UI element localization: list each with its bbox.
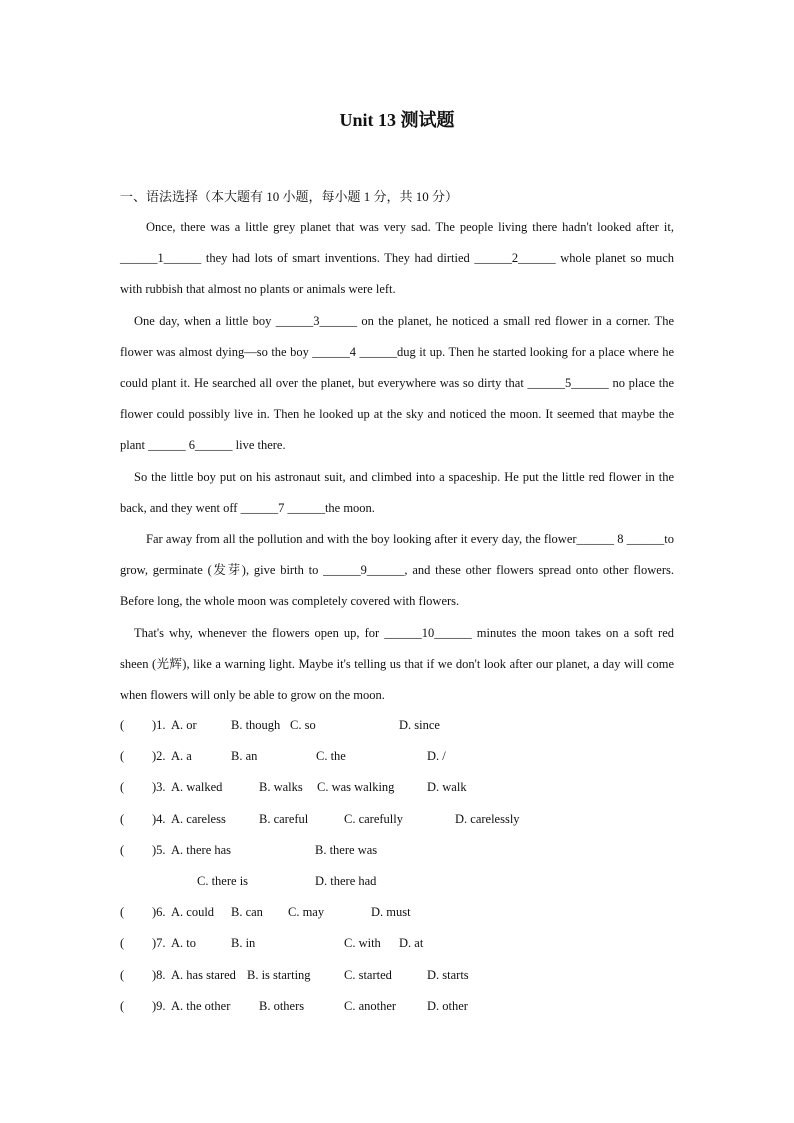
answer-blank[interactable]: ( bbox=[120, 967, 125, 982]
answer-blank[interactable]: ( bbox=[120, 936, 125, 951]
option-d: D. carelessly bbox=[455, 811, 520, 826]
question-item bbox=[120, 741, 680, 772]
option-c: C. started bbox=[344, 967, 392, 982]
question-item bbox=[120, 804, 680, 835]
option-c: C. may bbox=[288, 905, 325, 920]
option-d: D. since bbox=[399, 718, 440, 732]
question-item bbox=[120, 897, 680, 928]
option-d: D. must bbox=[371, 905, 411, 920]
option-a: A. has stared bbox=[171, 967, 236, 982]
option-c: C. the bbox=[316, 749, 346, 764]
reading-passage bbox=[120, 212, 674, 711]
option-b: B. others bbox=[259, 998, 305, 1013]
passage-paragraph: Once, there was a little grey planet that was very sad. The people living there hadn't looked after it, ______1______ they had lots of smart inventions. They had dirtied ______2______ whole planet so much with rubbish that almost no plants or animals were left. bbox=[120, 220, 674, 297]
option-b: B. an bbox=[231, 749, 258, 764]
question-item bbox=[120, 928, 680, 959]
answer-blank[interactable]: ( bbox=[120, 749, 125, 764]
option-c: C. carefully bbox=[344, 811, 404, 826]
question-number: )7. bbox=[152, 936, 166, 951]
option-b: B. careful bbox=[259, 811, 309, 826]
option-c: C. another bbox=[344, 998, 397, 1013]
passage-paragraph: So the little boy put on his astronaut suit, and climbed into a spaceship. He put the little red flower in the back, and they went off ______7 ______the moon. bbox=[120, 469, 674, 515]
option-b: B. there was bbox=[315, 842, 378, 857]
option-c: C. there is bbox=[197, 873, 249, 888]
option-b: B. though bbox=[231, 718, 281, 732]
option-b: B. walks bbox=[259, 780, 303, 795]
question-number: )6. bbox=[152, 905, 166, 920]
question-number: )8. bbox=[152, 967, 166, 982]
question-item bbox=[120, 835, 680, 866]
option-a: A. or bbox=[171, 718, 197, 732]
option-a: A. could bbox=[171, 905, 215, 920]
option-b: B. is starting bbox=[247, 967, 311, 982]
answer-blank[interactable]: ( bbox=[120, 842, 125, 857]
question-number: )1. bbox=[152, 718, 166, 732]
question-item bbox=[120, 710, 680, 741]
option-a: A. the other bbox=[171, 998, 231, 1013]
question-number: )3. bbox=[152, 780, 166, 795]
question-number: )2. bbox=[152, 749, 166, 764]
answer-blank[interactable]: ( bbox=[120, 905, 125, 920]
option-d: D. / bbox=[427, 749, 446, 764]
answer-blank[interactable]: ( bbox=[120, 780, 125, 795]
page-title: Unit 13 测试题 bbox=[339, 110, 455, 130]
option-a: A. there has bbox=[171, 842, 232, 857]
option-d: D. walk bbox=[427, 780, 467, 795]
option-a: A. careless bbox=[171, 811, 226, 826]
question-list bbox=[120, 710, 680, 1022]
question-item bbox=[120, 991, 680, 1022]
option-d: D. there had bbox=[315, 873, 377, 888]
answer-blank[interactable]: ( bbox=[120, 811, 125, 826]
question-number: )4. bbox=[152, 811, 166, 826]
option-c: C. was walking bbox=[317, 780, 395, 795]
question-item-continued bbox=[120, 866, 680, 897]
answer-blank[interactable]: ( bbox=[120, 718, 125, 732]
option-b: B. in bbox=[231, 936, 256, 951]
option-c: C. so bbox=[290, 718, 316, 732]
question-number: )9. bbox=[152, 998, 166, 1013]
passage-paragraph: Far away from all the pollution and with the boy looking after it every day, the flower______ 8 ______to grow, germinate (发芽), give birth to ______9______, and these other flowers spread onto other flowers. Before long, the whole moon was completely covered with flowers. bbox=[120, 532, 674, 609]
answer-blank[interactable]: ( bbox=[120, 998, 125, 1013]
option-d: D. other bbox=[427, 998, 468, 1013]
question-number: )5. bbox=[152, 842, 166, 857]
section-heading: 一、语法选择（本大题有 10 小题，每小题 1 分，共 10 分） bbox=[120, 189, 459, 204]
option-d: D. starts bbox=[427, 967, 469, 982]
option-a: A. walked bbox=[171, 780, 223, 795]
option-a: A. a bbox=[171, 749, 192, 764]
option-d: D. at bbox=[399, 936, 424, 951]
passage-paragraph: That's why, whenever the flowers open up, for ______10______ minutes the moon takes on a soft red sheen (光辉), like a warning light. Maybe it's telling us that if we don't look after our planet, a day will come when flowers will only be able to grow on the moon. bbox=[120, 625, 674, 703]
option-b: B. can bbox=[231, 905, 263, 920]
question-item bbox=[120, 960, 680, 991]
question-item bbox=[120, 772, 680, 803]
option-c: C. with bbox=[344, 936, 381, 951]
passage-paragraph: One day, when a little boy ______3______ on the planet, he noticed a small red flower in a corner. The flower was almost dying—so the boy ______4 ______dug it up. Then he started looking for a place where he could plant it. He searched all over the planet, but everywhere was so dirty that ______5______ no place the flower could possibly live in. Then he looked up at the sky and noticed the moon. It seemed that maybe the plant ______ 6______ live there. bbox=[120, 313, 674, 453]
option-a: A. to bbox=[171, 936, 196, 951]
